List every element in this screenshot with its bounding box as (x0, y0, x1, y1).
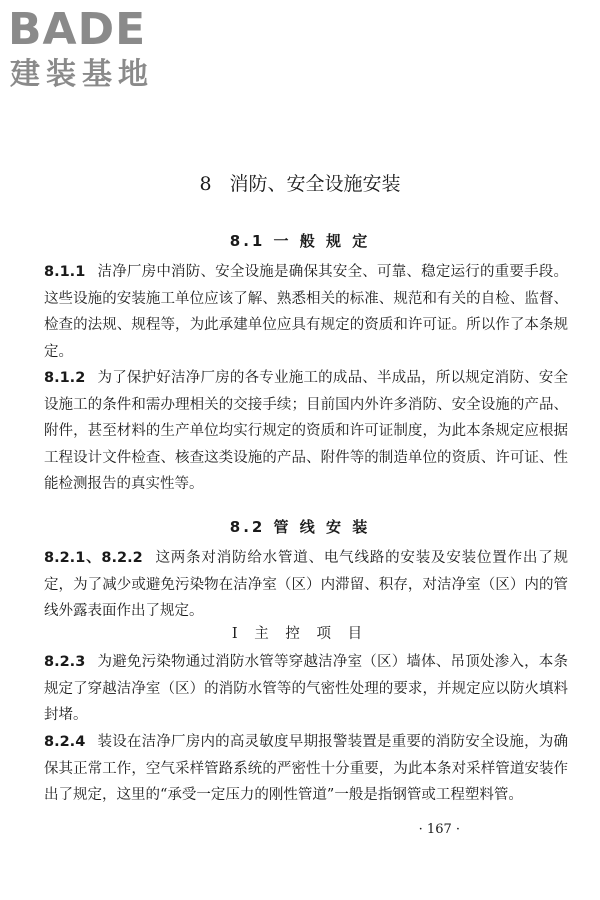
section-8-1-title: 8.1 一 般 规 定 (229, 232, 371, 250)
paragraph-8-2-1 (44, 545, 568, 625)
section-8-2-title: 8.2 管 线 安 装 (229, 518, 371, 536)
paragraph-8-1-1 (44, 259, 568, 365)
clause-number: 8.2.3 (44, 654, 86, 670)
paragraph-8-1-2 (44, 365, 568, 498)
chapter-title-text: 消防、安全设施安装 (229, 173, 401, 195)
page-number: · 167 · (418, 822, 460, 837)
paragraph-text: 装设在洁净厂房内的高灵敏度早期报警装置是重要的消防安全设施，为确保其正常工作，空气采样管路系统的严密性十分重要，为此本条对采样管道安装作出了规定，这里的“承受一定压力的刚性管道”一般是指钢管或工程塑料管。 (44, 734, 568, 803)
clause-number: 8.2.1、8.2.2 (44, 550, 143, 566)
paragraph-text: 这两条对消防给水管道、电气线路的安装及安装位置作出了规定，为了减少或避免污染物在洁净室（区）内滞留、积存，对洁净室（区）内的管线外露表面作出了规定。 (44, 550, 568, 619)
paragraph-8-2-4 (44, 729, 568, 809)
paragraph-text: 为了保护好洁净厂房的各专业施工的成品、半成品，所以规定消防、安全设施工的条件和需办理相关的交接手续；目前国内外许多消防、安全设施的产品、附件，甚至材料的生产单位均实行规定的资质和许可证制度，为此本条规定应根据工程设计文件检查、核查这类设施的产品、附件等的制造单位的资质、许可证、性能检测报告的真实性等。 (44, 370, 568, 492)
logo-subtitle: 建装基地 (10, 57, 154, 92)
clause-number: 8.1.1 (44, 264, 86, 280)
clause-number: 8.2.4 (44, 734, 86, 750)
paragraph-text: 为避免污染物通过消防水管等穿越洁净室（区）墙体、吊顶处渗入，本条规定了穿越洁净室（区）的消防水管等的气密性处理的要求，并规定应以防火填料封堵。 (44, 654, 568, 723)
site-logo (8, 6, 178, 96)
logo-brand: BADE (8, 4, 147, 55)
paragraph-text: 洁净厂房中消防、安全设施是确保其安全、可靠、稳定运行的重要手段。这些设施的安装施工单位应该了解、熟悉相关的标准、规范和有关的自检、监督、检查的法规、规程等，为此承建单位应具有规定的资质和许可证。所以作了本条规定。 (44, 264, 568, 360)
chapter-title (0, 172, 600, 196)
subsection-main-control-items: Ⅰ 主 控 项 目 (231, 626, 369, 642)
clause-number: 8.1.2 (44, 370, 86, 386)
chapter-number: 8 (199, 173, 212, 195)
paragraph-8-2-3 (44, 649, 568, 729)
